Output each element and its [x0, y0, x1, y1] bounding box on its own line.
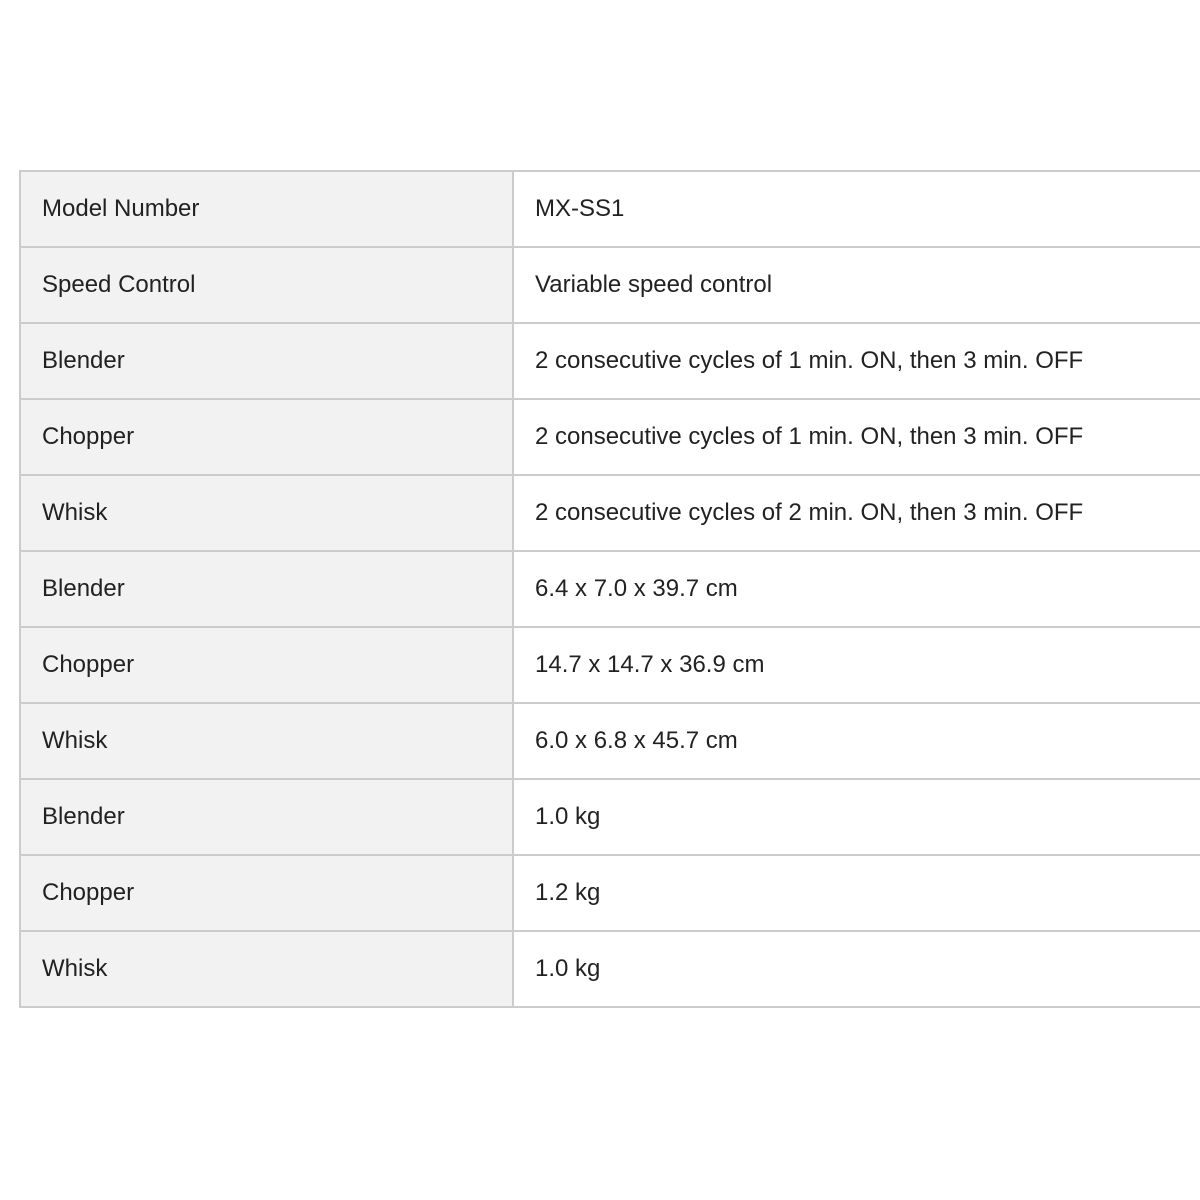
spec-label-blender-cycle: Blender [20, 323, 513, 399]
spec-label-whisk-dimensions: Whisk [20, 703, 513, 779]
table-row [20, 247, 1200, 323]
spec-value-whisk-dimensions: 6.0 x 6.8 x 45.7 cm [513, 703, 1200, 779]
table-row [20, 551, 1200, 627]
spec-label-whisk-weight: Whisk [20, 931, 513, 1007]
spec-value-chopper-weight: 1.2 kg [513, 855, 1200, 931]
spec-value-blender-weight: 1.0 kg [513, 779, 1200, 855]
spec-value-blender-dimensions: 6.4 x 7.0 x 39.7 cm [513, 551, 1200, 627]
spec-value-blender-cycle: 2 consecutive cycles of 1 min. ON, then 3 min. OFF [513, 323, 1200, 399]
spec-value-whisk-cycle: 2 consecutive cycles of 2 min. ON, then 3 min. OFF [513, 475, 1200, 551]
spec-label-whisk-cycle: Whisk [20, 475, 513, 551]
spec-value-model-number: MX-SS1 [513, 171, 1200, 247]
table-row [20, 475, 1200, 551]
table-row [20, 323, 1200, 399]
spec-label-blender-dimensions: Blender [20, 551, 513, 627]
spec-label-chopper-cycle: Chopper [20, 399, 513, 475]
spec-value-chopper-cycle: 2 consecutive cycles of 1 min. ON, then 3 min. OFF [513, 399, 1200, 475]
specifications-table [19, 170, 1200, 1008]
table-row [20, 627, 1200, 703]
spec-label-chopper-dimensions: Chopper [20, 627, 513, 703]
spec-value-whisk-weight: 1.0 kg [513, 931, 1200, 1007]
spec-label-chopper-weight: Chopper [20, 855, 513, 931]
spec-label-speed-control: Speed Control [20, 247, 513, 323]
spec-value-speed-control: Variable speed control [513, 247, 1200, 323]
table-row [20, 171, 1200, 247]
table-row [20, 703, 1200, 779]
table-row [20, 855, 1200, 931]
spec-label-blender-weight: Blender [20, 779, 513, 855]
spec-label-model-number: Model Number [20, 171, 513, 247]
table-row [20, 399, 1200, 475]
table-row [20, 931, 1200, 1007]
table-row [20, 779, 1200, 855]
spec-value-chopper-dimensions: 14.7 x 14.7 x 36.9 cm [513, 627, 1200, 703]
